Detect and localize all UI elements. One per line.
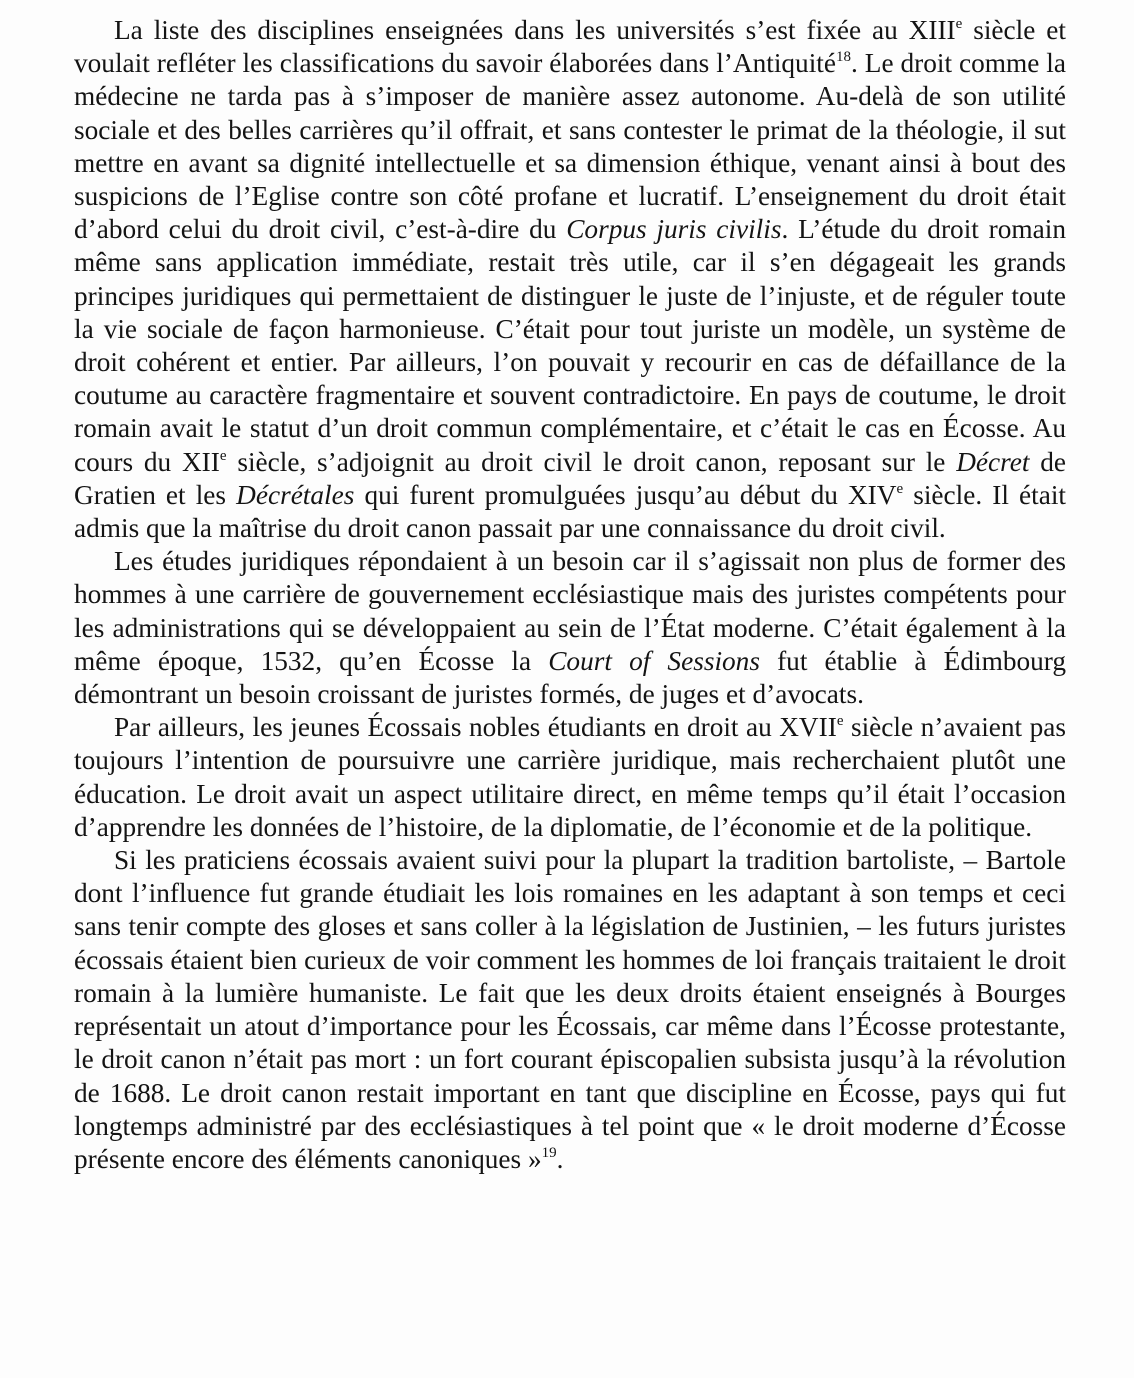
paragraph-jeunes-ecossais bbox=[74, 711, 1066, 844]
paragraph-praticiens bbox=[74, 844, 1066, 1176]
text-run: . Le droit comme la médecine ne tarda pas à s’imposer de manière assez autonome. Au-delà de son utilité sociale et des belles carrières qu’il offrait, et sans contester le primat de la théologie, il sut mettre en avant sa dignité intellectuelle et sa dimension éthique, venant ainsi à bout des suspicions de l’Eglise contre son côté profane et lucratif. L’enseignement du droit était d’abord celui du droit civil, c’est-à-dire du bbox=[74, 48, 1066, 245]
italic-title: Décret bbox=[956, 446, 1030, 477]
superscript-footnote-ref: 19 bbox=[541, 1144, 557, 1161]
text-run: Par ailleurs, les jeunes Écossais nobles étudiants en droit au XVII bbox=[114, 712, 837, 743]
superscript-ordinal: e bbox=[219, 447, 227, 464]
text-run: siècle et voulait refléter les classifications du savoir élaborées dans l’Antiquité bbox=[74, 15, 1066, 79]
superscript-footnote-ref: 18 bbox=[836, 48, 851, 65]
text-run: Si les praticiens écossais avaient suivi pour la plupart la tradition bartoliste, – Bartole dont l’influence fut grande étudiait les lois romaines en les adaptant à son temps et ceci sans tenir compte des gloses et sans coller à la législation de Justinien, – les futurs juristes écossais étaient bien curieux de voir comment les hommes de loi français traitaient le droit romain à la lumière humaniste. Le fait que les deux droits étaient enseignés à Bourges représentait un atout d’importance pour les Écossais, car même dans l’Écosse protestante, le droit canon n’était pas mort : un fort courant épiscopalien subsista jusqu’à la révolution de 1688. Le droit canon restait important en tant que discipline en Écosse, pays qui fut longtemps administré par des ecclésiastiques à tel point que « le droit moderne d’Écosse présente encore des éléments canoniques » bbox=[74, 845, 1066, 1174]
italic-title: Décrétales bbox=[236, 479, 355, 510]
text-run: Les études juridiques répondaient à un besoin car il s’agissait non plus de former des hommes à une carrière de gouvernement ecclésiastique mais des juristes compétents pour les administrations qui se développaient au sein de l’État moderne. C’était également à la même époque, 1532, qu’en Écosse la bbox=[74, 546, 1066, 676]
superscript-ordinal: e bbox=[896, 480, 904, 497]
text-run: siècle n’avaient pas toujours l’intention de poursuivre une carrière juridique, mais recherchaient plutôt une éducation. Le droit avait un aspect utilitaire direct, en même temps qu’il était l’occasion d’apprendre les données de l’histoire, de la diplomatie, de l’économie et de la politique. bbox=[74, 712, 1066, 842]
text-run: La liste des disciplines enseignées dans les universités s’est fixée au XIII bbox=[114, 15, 956, 45]
body-text bbox=[74, 14, 1066, 1176]
superscript-ordinal: e bbox=[955, 15, 963, 32]
text-run: fut établie à Édimbourg démontrant un besoin croissant de juristes formés, de juges et d’avocats. bbox=[74, 645, 1067, 710]
italic-title: Court of Sessions bbox=[548, 645, 760, 676]
superscript-ordinal: e bbox=[836, 713, 844, 730]
text-run: . L’étude du droit romain même sans application immédiate, restait très utile, car il s’en dégageait les grands principes juridiques qui permettaient de distinguer le juste de l’injuste, et de réguler toute la vie sociale de façon harmonieuse. C’était pour tout juriste un modèle, un système de droit cohérent et entier. Par ailleurs, l’on pouvait y recourir en cas de défaillance de la coutume au caractère fragmentaire et souvent contradictoire. En pays de coutume, le droit romain avait le statut d’un droit commun complémentaire, et c’était le cas en Écosse. Au cours du XII bbox=[74, 214, 1066, 477]
text-run: siècle, s’adjoignit au droit civil le droit canon, reposant sur le bbox=[226, 446, 957, 477]
paragraph-etudes-juridiques bbox=[74, 545, 1066, 711]
text-run: siècle. Il était admis que la maîtrise du droit canon passait par une connaissance du droit civil. bbox=[74, 479, 1067, 544]
text-run: . bbox=[556, 1143, 564, 1174]
paragraph-disciplines bbox=[74, 14, 1066, 545]
italic-title: Corpus juris civilis bbox=[566, 214, 782, 245]
text-run: qui furent promulguées jusqu’au début du XIV bbox=[354, 479, 897, 510]
text-run: de Gratien et les bbox=[74, 446, 1066, 510]
